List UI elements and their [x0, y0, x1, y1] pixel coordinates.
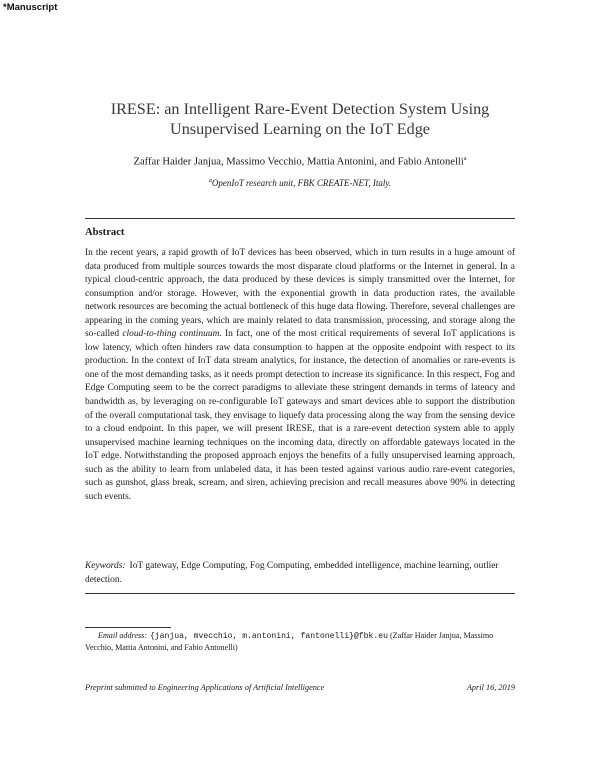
affiliation-mark: a [208, 178, 212, 184]
footnote [85, 630, 515, 654]
abstract-bottom-rule [85, 593, 515, 594]
author-affiliation-mark: a [463, 156, 467, 162]
abstract-text-part-2: . In fact, one of the most critical requirements of several IoT applications is low latency, which often hinders raw data consumption to happen at the opposite endpoint with respect to its production. In the context of IoT data stream analytics, for instance, the detection of anomalies or rare-events is one of the most demanding tasks, as it needs prompt detection to increase its significance. In this respect, Fog and Edge Computing seem to be the correct paradigms to alleviate these stringent demands in terms of latency and bandwidth as, by leveraging on re-configurable IoT gateways and smart devices able to support the distribution of the overall computational task, they envisage to liquefy data processing along the way from the sensing device to a cloud endpoint. In this paper, we will present IRESE, that is a rare-event detection system able to apply unsupervised machine learning techniques on the incoming data, directly on affordable gateways located in the IoT edge. Notwithstanding the proposed approach enjoys the benefits of a fully unsupervised learning approach, such as the ability to learn from unlabeled data, it has been tested against various audio rare-event categories, such as gunshot, glass break, scream, and siren, achieving precision and recall measures above 90% in detecting such events. [85, 329, 515, 502]
preprint-date: April 16, 2019 [466, 683, 515, 692]
email-addresses[interactable]: {janjua, mvecchio, m.antonini, fantonelli}@fbk.eu [149, 632, 388, 641]
keywords-label: Keywords: [85, 561, 126, 571]
title-line-1: IRESE: an Intelligent Rare-Event Detection System Using [110, 100, 490, 118]
keywords-text: IoT gateway, Edge Computing, Fog Computing, embedded intelligence, machine learning, outlier detection. [85, 561, 499, 585]
preprint-note: Preprint submitted to Engineering Applications of Artificial Intelligence [85, 683, 325, 692]
footnote-rule [85, 627, 171, 628]
abstract-body [85, 247, 515, 504]
abstract-text-part-1: In the recent years, a rapid growth of IoT devices has been observed, which in turn results in a huge amount of data produced from multiple sources towards the most disparate cloud platforms or the Internet in general. In a typical cloud-centric approach, the data produced by these devices is simply transmitted over the Internet, for consumption and/or storage. However, with the exponential growth in data production rates, the available network resources are becoming the actual bottleneck of this huge data flowing. Therefore, several challenges are appearing in the coming years, which are mainly related to data transmission, processing, and storage along the so-called [85, 248, 515, 340]
author-names: Zaffar Haider Janjua, Massimo Vecchio, Mattia Antonini, and Fabio Antonelli [133, 156, 464, 168]
affiliation-text: OpenIoT research unit, FBK CREATE-NET, Italy. [211, 178, 392, 188]
abstract-heading: Abstract [85, 227, 125, 238]
author-list [0, 153, 600, 169]
abstract-emphasis: cloud-to-thing continuum [122, 329, 220, 340]
keywords-block [85, 560, 515, 587]
email-owner-names: (Zaffar Haider Janjua, Massimo Vecchio, Mattia Antonini, and Fabio Antonelli) [85, 631, 494, 653]
email-label: Email address: [98, 631, 147, 640]
manuscript-label: *Manuscript [3, 2, 58, 13]
affiliation [0, 175, 600, 189]
abstract-top-rule [85, 218, 515, 219]
paper-title [0, 99, 600, 139]
title-line-2: Unsupervised Learning on the IoT Edge [170, 120, 430, 138]
